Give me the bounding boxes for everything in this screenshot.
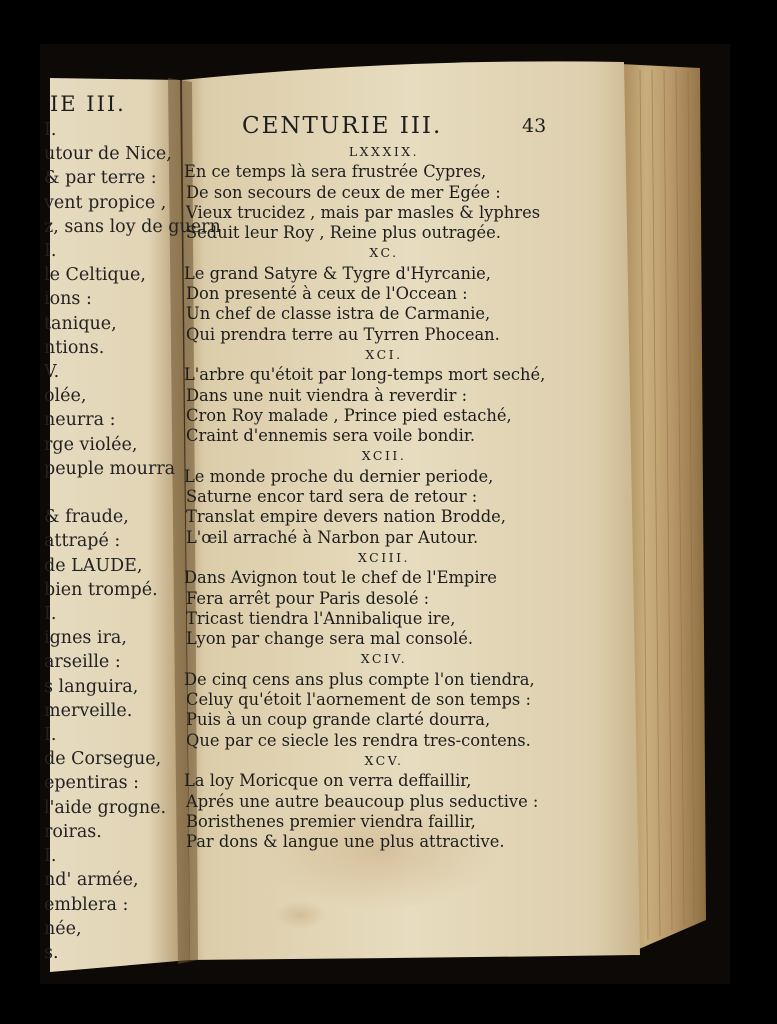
- left-page: [44, 78, 221, 972]
- verse-line: Que par ce siecle les rendra tres-contens.: [186, 730, 531, 750]
- left-page-line: V.: [44, 362, 60, 383]
- left-page-line: neurra :: [44, 410, 116, 431]
- left-page-line: emblera :: [44, 894, 129, 915]
- verse-line: Lyon par change sera mal consolé.: [186, 629, 474, 649]
- verse-line: Craint d'ennemis sera voile bondir.: [186, 426, 476, 446]
- verse-line: Celuy qu'étoit l'aornement de son temps :: [186, 690, 531, 710]
- verse-line: Tricast tiendra l'Annibalique ire,: [186, 608, 456, 628]
- left-page-line: I.: [44, 725, 57, 746]
- left-page-line: I.: [44, 120, 57, 140]
- left-page-line: arseille :: [44, 652, 121, 673]
- left-page-line: de Corsegue,: [44, 749, 162, 770]
- verse-line: Vieux trucidez , mais par masles & lyphres: [186, 202, 541, 222]
- quatrain: [184, 243, 624, 344]
- quatrains: [184, 142, 624, 852]
- quatrain-number: XCIII.: [357, 549, 411, 565]
- quatrain: [184, 345, 624, 446]
- left-page-line: de LAUDE,: [44, 555, 143, 576]
- left-page-line: roiras.: [44, 821, 102, 842]
- verse-line: Le grand Satyre & Tygre d'Hyrcanie,: [184, 263, 491, 283]
- quatrain-number: XCII.: [361, 448, 407, 464]
- left-page-line: s languira,: [44, 676, 139, 697]
- verse-line: Seduit leur Roy , Reine plus outragée.: [186, 223, 501, 243]
- left-page-line: merveille.: [44, 700, 133, 721]
- verse-line: Puis à un coup grande clarté dourra,: [186, 710, 491, 730]
- verse-line: De cinq cens ans plus compte l'on tiendra,: [184, 669, 535, 689]
- quatrain-number: XCI.: [365, 346, 403, 362]
- verse-line: Dans Avignon tout le chef de l'Empire: [184, 568, 497, 588]
- verse-line: Un chef de classe istra de Carmanie,: [186, 304, 491, 324]
- quatrain-number: XCIV.: [360, 651, 408, 667]
- left-page-line: & fraude,: [44, 507, 129, 528]
- left-page-line: I.: [44, 241, 57, 262]
- verse-line: La loy Moricque on verra deffaillir,: [184, 771, 472, 791]
- verse-line: Qui prendra terre au Tyrren Phocean.: [186, 324, 500, 344]
- verse-line: Le monde proche du dernier periode,: [184, 466, 494, 486]
- page-header: [242, 113, 602, 143]
- verse-line: Aprés une autre beaucoup plus seductive :: [186, 791, 539, 811]
- left-page-line: ntions.: [44, 337, 105, 358]
- quatrain-number: LXXXIX.: [348, 144, 420, 159]
- left-page-line: I.: [44, 846, 57, 867]
- quatrain: [184, 142, 624, 243]
- left-page-line: s.: [44, 942, 59, 963]
- quatrain-number: XCV.: [364, 752, 404, 768]
- left-running-head: IE III.: [50, 92, 126, 116]
- left-page-line: peuple mourra: [44, 458, 176, 479]
- left-page-line: vent propice ,: [44, 192, 167, 213]
- left-page-line: epentiras :: [44, 773, 140, 794]
- quatrain: [184, 548, 624, 649]
- left-page-line: olée,: [44, 386, 87, 407]
- left-page-line: rge violée,: [44, 434, 138, 455]
- left-page-line: le Celtique,: [44, 265, 146, 286]
- left-page-line: l'aide grogne.: [44, 797, 167, 818]
- verse-line: Fera arrêt pour Paris desolé :: [186, 588, 430, 608]
- left-page-line: nd' armée,: [44, 870, 139, 891]
- verse-line: En ce temps là sera frustrée Cypres,: [184, 162, 487, 182]
- left-page-line: ignes ira,: [44, 628, 127, 649]
- verse-line: Saturne encor tard sera de retour :: [186, 487, 478, 507]
- verse-line: L'arbre qu'étoit par long-temps mort seché,: [184, 365, 546, 385]
- left-page-line: attrapé :: [44, 531, 121, 552]
- verse-line: Translat empire devers nation Brodde,: [186, 507, 506, 527]
- left-page-line: utour de Nice,: [44, 144, 172, 165]
- page-number: 43: [522, 115, 547, 137]
- left-page-line: ions :: [44, 289, 92, 310]
- quatrain: [184, 751, 624, 852]
- left-page-line: bien trompé.: [44, 579, 158, 600]
- verse-line: Dans une nuit viendra à reverdir :: [186, 385, 468, 405]
- left-page-line: I.: [44, 604, 57, 625]
- running-head: CENTURIE III.: [242, 113, 443, 139]
- right-page: [184, 105, 634, 865]
- left-page-line: z, sans loy de guern: [44, 216, 221, 237]
- verse-line: Par dons & langue une plus attractive.: [186, 832, 505, 852]
- left-page-line: tanique,: [44, 313, 117, 334]
- left-page-line: née,: [44, 918, 82, 939]
- quatrain-number: XC.: [369, 245, 399, 261]
- left-page-line: & par terre :: [44, 168, 157, 189]
- verse-line: Don presenté à ceux de l'Occean :: [186, 284, 468, 304]
- quatrain: [184, 446, 624, 547]
- verse-line: Cron Roy malade , Prince pied estaché,: [186, 405, 512, 425]
- verse-line: De son secours de ceux de mer Egée :: [186, 182, 501, 202]
- quatrain: [184, 649, 624, 750]
- verse-line: Boristhenes premier viendra faillir,: [186, 811, 476, 831]
- verse-line: L'œil arraché à Narbon par Autour.: [186, 527, 479, 547]
